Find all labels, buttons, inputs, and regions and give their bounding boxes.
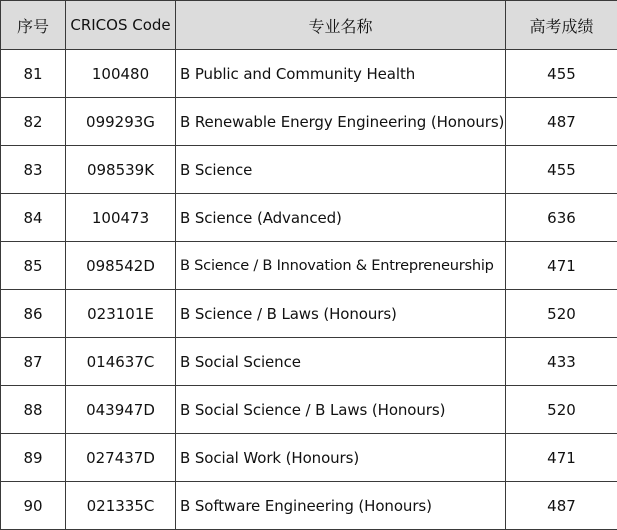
cell-gaokao-score: 487 [506,482,617,530]
table-row [1,50,617,98]
cell-seq: 86 [1,290,66,338]
cell-gaokao-score: 455 [506,50,617,98]
cell-cricos-code: 099293G [66,98,176,146]
table-body [1,50,617,530]
cell-seq: 90 [1,482,66,530]
table-row [1,386,617,434]
cell-program-name: B Software Engineering (Honours) [176,482,506,530]
cell-program-name: B Science / B Innovation & Entrepreneurship [176,242,506,290]
table-row [1,434,617,482]
cell-cricos-code: 098542D [66,242,176,290]
cell-seq: 85 [1,242,66,290]
cell-seq: 81 [1,50,66,98]
header-program-name: 专业名称 [176,1,506,50]
cell-seq: 87 [1,338,66,386]
cell-gaokao-score: 636 [506,194,617,242]
cell-gaokao-score: 520 [506,290,617,338]
cell-cricos-code: 100480 [66,50,176,98]
cell-program-name: B Science / B Laws (Honours) [176,290,506,338]
cell-seq: 82 [1,98,66,146]
cell-seq: 83 [1,146,66,194]
cell-cricos-code: 014637C [66,338,176,386]
cell-program-name: B Renewable Energy Engineering (Honours) [176,98,506,146]
cell-gaokao-score: 471 [506,434,617,482]
cell-cricos-code: 100473 [66,194,176,242]
table-row [1,194,617,242]
header-gaokao-score: 高考成绩 [506,1,617,50]
cell-program-name: B Science [176,146,506,194]
cell-cricos-code: 098539K [66,146,176,194]
table-row [1,242,617,290]
table-row [1,98,617,146]
table-row [1,290,617,338]
cell-cricos-code: 043947D [66,386,176,434]
cell-gaokao-score: 471 [506,242,617,290]
cell-program-name: B Science (Advanced) [176,194,506,242]
cell-cricos-code: 027437D [66,434,176,482]
cell-gaokao-score: 433 [506,338,617,386]
cell-seq: 84 [1,194,66,242]
cell-program-name: B Social Work (Honours) [176,434,506,482]
table-row [1,338,617,386]
cell-cricos-code: 023101E [66,290,176,338]
table-row [1,146,617,194]
header-seq: 序号 [1,1,66,50]
cell-program-name: B Public and Community Health [176,50,506,98]
cell-gaokao-score: 520 [506,386,617,434]
cell-seq: 89 [1,434,66,482]
table-header [1,1,617,50]
cell-program-name: B Social Science / B Laws (Honours) [176,386,506,434]
header-row [1,1,617,50]
cell-gaokao-score: 455 [506,146,617,194]
header-cricos-code: CRICOS Code [66,1,176,50]
cell-cricos-code: 021335C [66,482,176,530]
cell-program-name: B Social Science [176,338,506,386]
cell-gaokao-score: 487 [506,98,617,146]
cell-seq: 88 [1,386,66,434]
table-row [1,482,617,530]
